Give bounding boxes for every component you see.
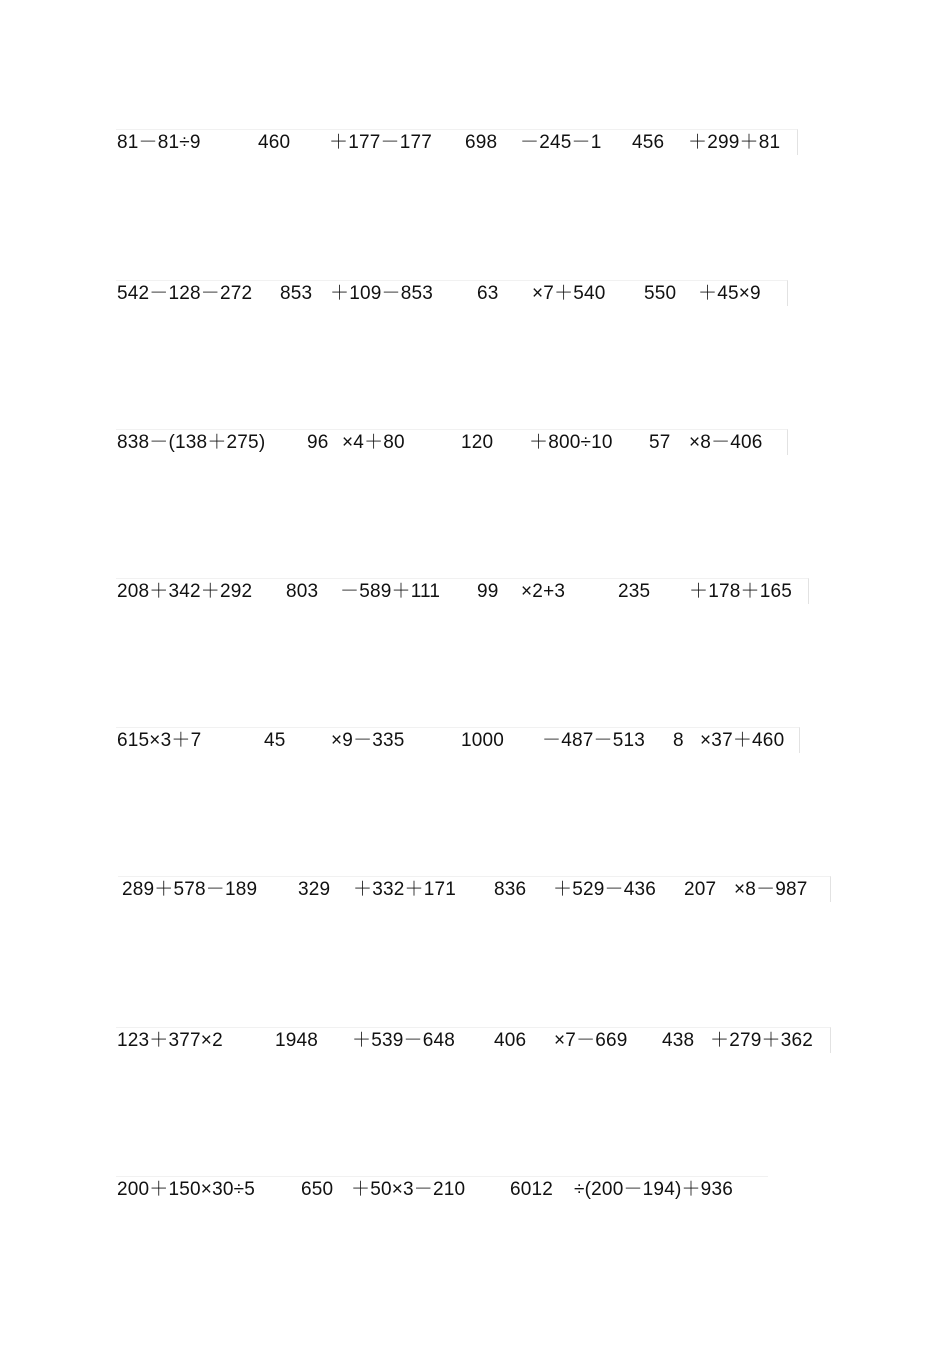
expression-text: 99	[477, 581, 499, 602]
expression-text: ×7－669	[554, 1030, 628, 1051]
expression-text: 460	[258, 132, 291, 153]
expression-text: 207	[684, 879, 717, 900]
expression-text: 853	[280, 283, 313, 304]
expression-text: 8	[673, 730, 684, 751]
expression-text: －245－1	[520, 132, 602, 153]
expression-text: 235	[618, 581, 651, 602]
expression-text: ×37＋460	[700, 730, 785, 751]
expression-text: ×8－987	[734, 879, 808, 900]
expression-text: 836	[494, 879, 527, 900]
expression-text: 208＋342＋292	[117, 581, 253, 602]
problem-row	[116, 1176, 768, 1202]
expression-text: 200＋150×30÷5	[117, 1179, 256, 1200]
expression-text: ×4＋80	[342, 432, 405, 453]
problem-row	[116, 578, 809, 604]
expression-text: 803	[286, 581, 319, 602]
problem-row	[116, 280, 788, 306]
expression-text: 96	[307, 432, 329, 453]
expression-text: 1948	[275, 1030, 319, 1051]
expression-text: ＋178＋165	[689, 581, 793, 602]
expression-text: 6012	[510, 1179, 554, 1200]
expression-text: 289＋578－189	[122, 879, 258, 900]
expression-text: 438	[662, 1030, 695, 1051]
expression-text: 615×3＋7	[117, 730, 202, 751]
expression-text: ×2+3	[521, 581, 566, 602]
problem-row	[116, 429, 788, 455]
expression-text: 120	[461, 432, 494, 453]
expression-text: 81－81÷9	[117, 132, 201, 153]
expression-text: ＋332＋171	[353, 879, 457, 900]
expression-text: －589＋111	[340, 581, 441, 602]
expression-text: ＋279＋362	[710, 1030, 814, 1051]
expression-text: ＋45×9	[698, 283, 761, 304]
expression-text: ＋800÷10	[529, 432, 613, 453]
expression-text: 650	[301, 1179, 334, 1200]
expression-text: 698	[465, 132, 498, 153]
expression-text: 838－(138＋275)	[117, 432, 266, 453]
expression-text: 542－128－272	[117, 283, 253, 304]
expression-text: ＋539－648	[352, 1030, 456, 1051]
expression-text: 550	[644, 283, 677, 304]
expression-text: 63	[477, 283, 499, 304]
expression-text: 329	[298, 879, 331, 900]
expression-text: 45	[264, 730, 286, 751]
expression-text: ＋177－177	[329, 132, 433, 153]
problem-row	[116, 129, 798, 155]
expression-text: 406	[494, 1030, 527, 1051]
expression-text: ＋109－853	[330, 283, 434, 304]
problem-row	[118, 876, 831, 902]
expression-text: ×8－406	[689, 432, 763, 453]
expression-text: ×9－335	[331, 730, 405, 751]
expression-text: ＋299＋81	[688, 132, 781, 153]
expression-text: ÷(200－194)＋936	[574, 1179, 733, 1200]
expression-text: －487－513	[542, 730, 646, 751]
expression-text: ×7＋540	[532, 283, 606, 304]
expression-text: ＋529－436	[553, 879, 657, 900]
expression-text: 456	[632, 132, 665, 153]
problem-row	[116, 1027, 831, 1053]
expression-text: 57	[649, 432, 671, 453]
expression-text: ＋50×3－210	[351, 1179, 466, 1200]
problem-row	[116, 727, 800, 753]
expression-text: 123＋377×2	[117, 1030, 223, 1051]
expression-text: 1000	[461, 730, 505, 751]
